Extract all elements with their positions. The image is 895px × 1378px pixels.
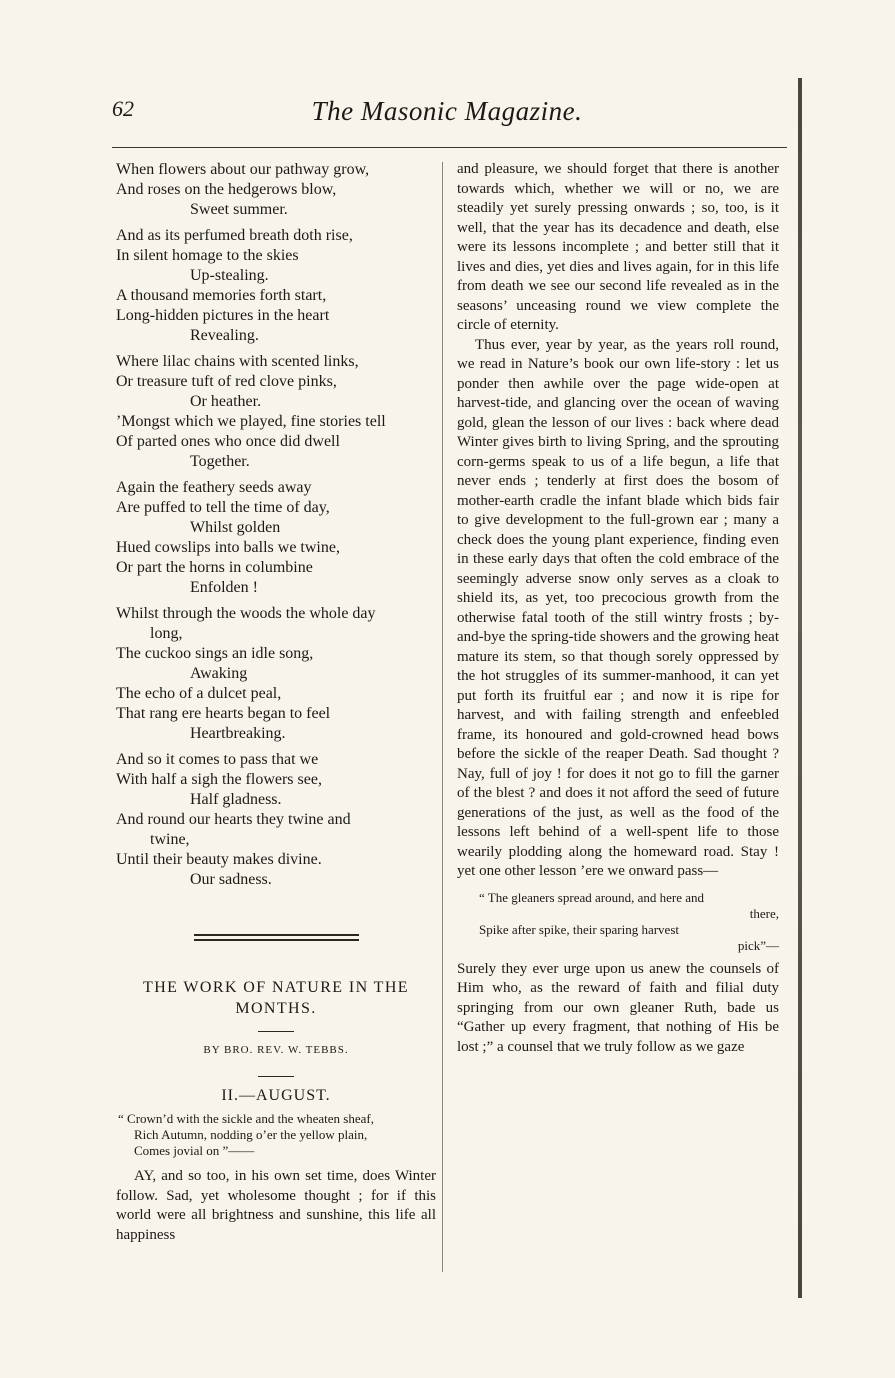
poem-line: Hued cowslips into balls we twine, [116, 539, 340, 556]
paragraph: Thus ever, year by year, as the years roll round, we read in Nature’s book our own life-story : let us ponder then awhile over the page wide-open at harvest-tide, and glancing over the ocean of waving gold, glean the lesson of our lives : back where dead Winter gives birth to living Spring, and the sprouting corn-germs speak to us of a life begun, a life that never ends ; tenderly at first does the bosom of mother-earth cradle the infant blade which bids fair to give development to the full-grown ear ; many a check does the young plant experience, finding even in these early days that often the cold embrace of the seemingly adverse snow only serves as a cloak to shield its, as yet, too precocious growth from the otherwise fatal tooth of the still wintry frosts ; by-and-bye the spring-tide showers and the growing heat mature its stem, so that though sorely oppressed by the hot struggles of its summer-manhood, it can yet put forth its fruitful ear ; and now it is ripe for harvest, and with failing strength and enfeebled frame, its honoured and gold-crowned head bows before the sickle of the reaper Death. Sad thought ? Nay, full of joy ! for does it not go to fill the garner of the blest ? and does it not afford the seed of future generations of the just, as well as the food of the lessons left behind of a well-spent life to those wearily plodding along the homeward road. Stay ! yet one other lesson ’ere we onward pass— [457, 336, 779, 879]
poem-line: Whilst through the woods the whole day [116, 605, 376, 622]
right-column [457, 160, 779, 1057]
section-title: II.—AUGUST. [221, 1087, 331, 1104]
poem-line: Whilst golden [190, 519, 281, 536]
poem-line: Together. [190, 453, 250, 470]
poem-line: And so it comes to pass that we [116, 751, 319, 768]
poem-stanza [116, 352, 436, 472]
poem-line: And as its perfumed breath doth rise, [116, 227, 353, 244]
article-body-right-continued [457, 960, 779, 1058]
poem-line: And roses on the hedgerows blow, [116, 181, 337, 198]
poem-line: The echo of a dulcet peal, [116, 685, 282, 702]
byline: BY BRO. REV. W. TEBBS. [203, 1044, 349, 1056]
quote-line: there, [749, 905, 779, 921]
poem-line: Half gladness. [190, 791, 282, 808]
poem-line: Awaking [190, 665, 248, 682]
poem-stanza [116, 160, 436, 220]
poem-line: Heartbreaking. [190, 725, 286, 742]
poem-line: Where lilac chains with scented links, [116, 353, 359, 370]
article-title-line-2: MONTHS. [235, 1000, 317, 1017]
poem-line: With half a sigh the flowers see, [116, 771, 322, 788]
poem-line: Long-hidden pictures in the heart [116, 307, 330, 324]
poem-stanza [116, 226, 436, 346]
poem-line: Or treasure tuft of red clove pinks, [116, 373, 337, 390]
page-number: 62 [112, 96, 134, 121]
binding-edge [798, 78, 802, 1298]
poem-line: Or part the horns in columbine [116, 559, 313, 576]
quote-line: Spike after spike, their sparing harvest [479, 921, 679, 937]
poem-stanza [116, 604, 436, 744]
paragraph: Surely they ever urge upon us anew the counsels of Him who, as the reward of faith and filial duty springing from our own gleaner Ruth, bade us “Gather up every fragment, that nothing of His be lost ;” a counsel that we truly follow as we gaze [457, 960, 779, 1055]
epigraph [116, 1111, 436, 1159]
poem [116, 160, 436, 890]
poem-stanza [116, 478, 436, 598]
poem-line: The cuckoo sings an idle song, [116, 645, 314, 662]
header-rule [112, 147, 787, 148]
paragraph: and pleasure, we should forget that there is another towards which, whether we will or no, we are steadily yet surely pressing onwards ; so, too, is it well, that the year has its decadence and death, else were its lessons incomplete ; and better still that it lives and dies, yet dies and lives again, for in this life from death we see our second life revealed as in the seasons’ unceasing round we view complete the circle of eternity. [457, 161, 779, 333]
poem-line: That rang ere hearts began to feel [116, 705, 331, 722]
byline-rule [258, 1076, 294, 1077]
quote-line: “ The gleaners spread around, and here and [479, 889, 704, 905]
epigraph-line: Comes jovial on ”—— [134, 1143, 255, 1158]
poem-line: When flowers about our pathway grow, [116, 161, 370, 178]
column-divider [442, 162, 443, 1272]
article-title [116, 977, 436, 1019]
poem-line: Or heather. [190, 393, 262, 410]
title-rule [258, 1031, 294, 1032]
poem-line: Again the feathery seeds away [116, 479, 312, 496]
poem-stanza [116, 750, 436, 890]
poem-line: Up-stealing. [190, 267, 269, 284]
poem-line: ’Mongst which we played, fine stories tell [116, 413, 386, 430]
page-header [112, 96, 782, 132]
section-divider [194, 934, 359, 941]
poem-line: Sweet summer. [190, 201, 288, 218]
paragraph: AY, and so too, in his own set time, does Winter follow. Sad, yet wholesome thought ; for if this world were all brightness and sunshine, this life all happiness [116, 1168, 436, 1243]
article-title-line-1: THE WORK OF NATURE IN THE [143, 979, 409, 996]
poem-line: twine, [150, 831, 190, 848]
epigraph-line: Rich Autumn, nodding o’er the yellow plain, [134, 1127, 368, 1142]
running-title: The Masonic Magazine. [311, 96, 583, 126]
article-body-left [116, 1167, 436, 1245]
poem-line: Our sadness. [190, 871, 272, 888]
poem-line: Enfolden ! [190, 579, 258, 596]
block-quote [457, 890, 779, 954]
poem-line: Until their beauty makes divine. [116, 851, 322, 868]
epigraph-line: “ Crown’d with the sickle and the wheaten sheaf, [118, 1111, 374, 1126]
poem-line: Are puffed to tell the time of day, [116, 499, 330, 516]
poem-line: Of parted ones who once did dwell [116, 433, 340, 450]
poem-line: Revealing. [190, 327, 259, 344]
poem-line: long, [150, 625, 183, 642]
poem-line: In silent homage to the skies [116, 247, 299, 264]
quote-line: pick”— [737, 937, 779, 953]
left-column [116, 160, 436, 1245]
article-body-right [457, 160, 779, 882]
poem-line: And round our hearts they twine and [116, 811, 351, 828]
poem-line: A thousand memories forth start, [116, 287, 327, 304]
